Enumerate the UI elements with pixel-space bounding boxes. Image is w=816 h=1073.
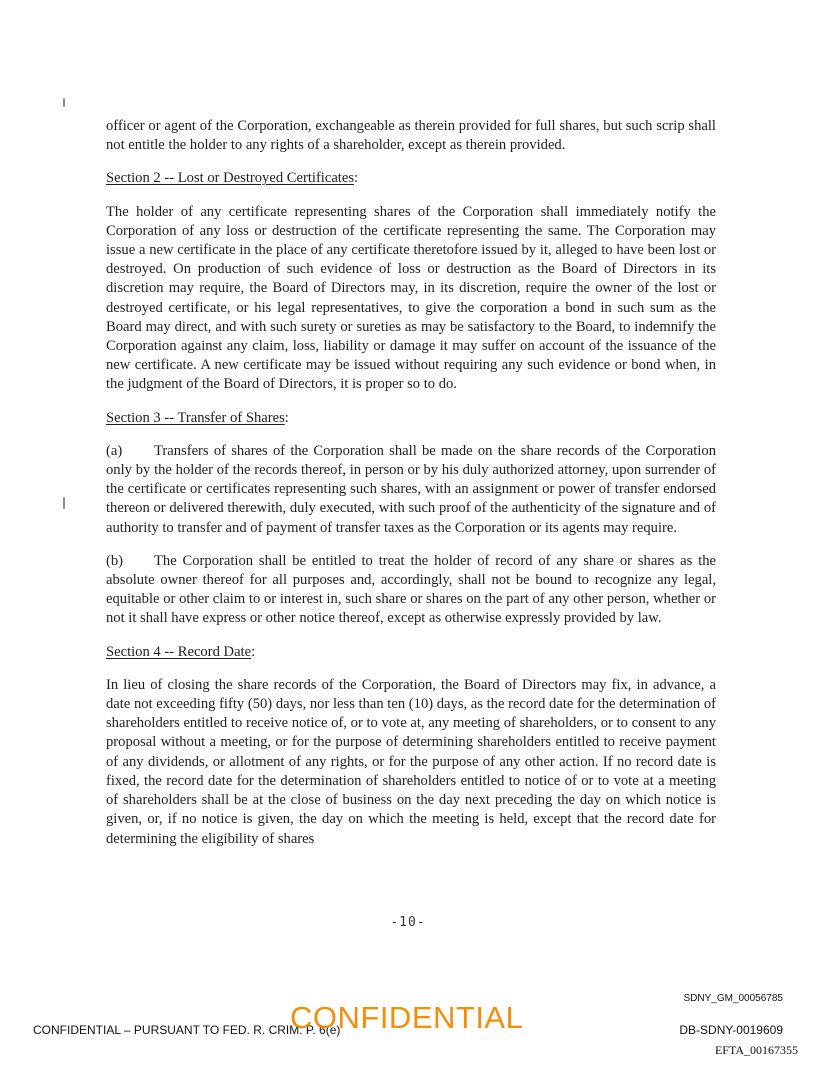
confidential-stamp: CONFIDENTIAL [290,1000,524,1035]
section-2-body: The holder of any certificate representing shares of the Corporation shall immediately notify the Corporation of any loss or destruction of the certificate representing the same. The Corporation may issue a new certificate in the place of any certificate theretofore issued by it, alleged to have been lost or destroyed. On production of such evidence of loss or destruction as the Board of Directors in its discretion may require, the Board of Directors may, in its discretion, require the owner of the lost or destroyed certificate, or his legal representatives, to give the corporation a bond in such sum as the Board may direct, and with such surety or sureties as may be satisfactory to the Board, to indemnify the Corporation against any claim, loss, liability or damage it may suffer on account of the issuance of the new certificate. A new certificate may be issued without requiring any such evidence or bond when, in the judgment of the Board of Directors, it is proper so to do. [106,203,716,393]
paragraph-b-text: The Corporation shall be entitled to treat the holder of record of any share or shares as the absolute owner thereof for all purposes and, accordingly, shall not be bound to recognize any legal, equitable or other claim to or interest in, such share or shares on the part of any other person, whether or not it shall have express or other notice thereof, except as otherwise expressly provided by law. [106,552,716,627]
scan-mark-top [63,98,65,107]
section-2-heading-text: Section 2 -- Lost or Destroyed Certificates [106,170,355,187]
section-3-paragraph-b [106,552,716,629]
paragraph-b-label: (b) [106,552,124,569]
paragraph-a-label: (a) [106,442,123,459]
bates-sdny-gm: SDNY_GM_00056785 [683,993,783,1004]
scan-mark-middle [63,497,65,509]
confidential-notice: CONFIDENTIAL – PURSUANT TO FED. R. CRIM. P. 6(e) [33,1023,341,1037]
section-3-heading-colon: : [284,409,289,426]
section-2-heading [106,169,358,188]
section-4-heading [106,643,255,662]
section-3-paragraph-a [106,442,716,538]
efta-number: EFTA_00167355 [714,1043,798,1057]
section-4-heading-colon: : [251,643,256,660]
document-body [106,117,716,849]
section-3-heading [106,409,289,428]
section-4-body: In lieu of closing the share records of the Corporation, the Board of Directors may fix, in advance, a date not exceeding fifty (50) days, nor less than ten (10) days, as the record date for the determination of shareholders entitled to receive notice of, or to vote at, any meeting of shareholders, or to consent to any proposal without a meeting, or for the purpose of determining shareholders entitled to receive payment of any dividends, or allotment of any rights, or for the purpose of any other action. If no record date is fixed, the record date for the determination of shareholders entitled to notice of or to vote at a meeting of shareholders shall be at the close of business on the day next preceding the day on which notice is given, or, if no notice is given, the day on which the meeting is held, except that the record date for determining the eligibility of shares [106,676,716,847]
section-3-heading-text: Section 3 -- Transfer of Shares [106,409,285,426]
section-4-heading-text: Section 4 -- Record Date [106,643,252,660]
section-2-heading-colon: : [354,170,359,187]
bates-db-sdny: DB-SDNY-0019609 [679,1023,783,1037]
intro-paragraph: officer or agent of the Corporation, exchangeable as therein provided for full shares, but such scrip shall not entitle the holder to any rights of a shareholder, except as therein provided. [106,118,716,154]
paragraph-a-text: Transfers of shares of the Corporation shall be made on the share records of the Corporation only by the holder of the records thereof, in person or by his duly authorized attorney, upon surrender of the certificate or certificates representing such shares, with an assignment or power of transfer endorsed thereon or delivered therewith, duly executed, with such proof of the authenticity of the signature and of authority to transfer and of payment of transfer taxes as the Corporation or its agents may require. [106,442,716,536]
page-number: -10- [390,915,426,930]
